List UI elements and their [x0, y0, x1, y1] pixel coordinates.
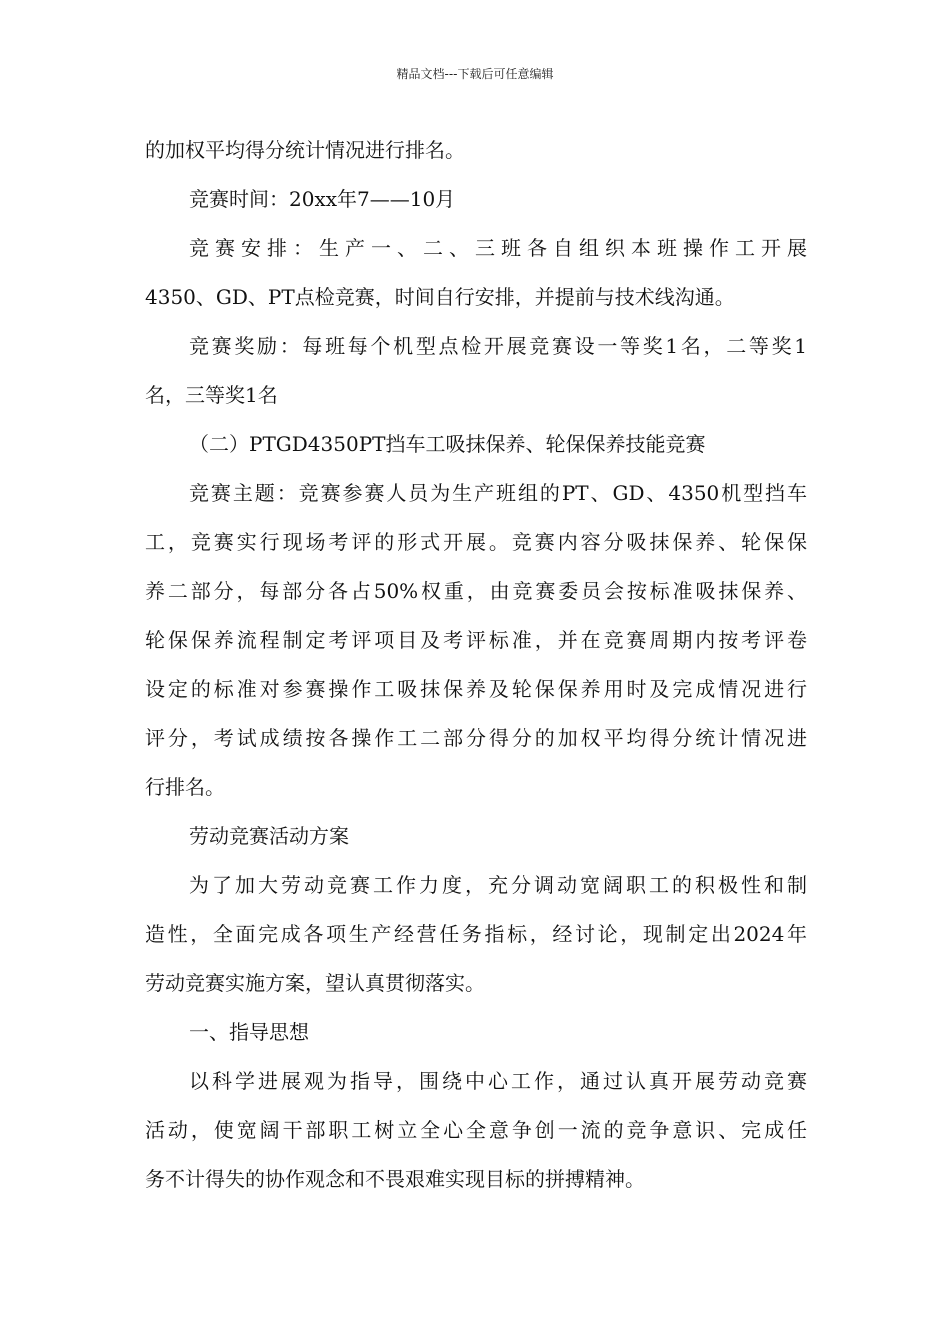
text-line: 务不计得失的协作观念和不畏艰难实现目标的拼搏精神。: [145, 1167, 645, 1191]
text-line: 评分，考试成绩按各操作工二部分得分的加权平均得分统计情况进: [145, 726, 807, 750]
text-line: 竞赛时间：20xx年7——10月: [189, 187, 456, 211]
text-line: 以科学进展观为指导，围绕中心工作，通过认真开展劳动竞赛: [189, 1069, 807, 1093]
section-heading: 一、指导思想: [189, 1020, 309, 1044]
text-line: 4350、GD、PT点检竞赛，时间自行安排，并提前与技术线沟通。: [145, 285, 735, 309]
text-line: 竞赛安排：生产一、二、三班各自组织本班操作工开展: [189, 236, 807, 260]
text-line: 为了加大劳动竞赛工作力度，充分调动宽阔职工的积极性和制: [189, 873, 807, 897]
text-line: 竞赛奖励：每班每个机型点检开展竞赛设一等奖1名，二等奖1: [189, 334, 807, 358]
text-line: 活动，使宽阔干部职工树立全心全意争创一流的竞争意识、完成任: [145, 1118, 807, 1142]
text-line: 行排名。: [145, 775, 225, 799]
section-heading: （二）PTGD4350PT挡车工吸抹保养、轮保保养技能竞赛: [189, 432, 706, 456]
text-line: 的加权平均得分统计情况进行排名。: [145, 138, 465, 162]
text-line: 竞赛主题：竞赛参赛人员为生产班组的PT、GD、4350机型挡车: [189, 481, 807, 505]
document-body: [145, 130, 807, 1208]
text-line: 工，竞赛实行现场考评的形式开展。竞赛内容分吸抹保养、轮保保: [145, 530, 807, 554]
section-title: 劳动竞赛活动方案: [189, 824, 349, 848]
text-line: 名，三等奖1名: [145, 383, 278, 407]
text-line: 劳动竞赛实施方案，望认真贯彻落实。: [145, 971, 485, 995]
text-line: 轮保保养流程制定考评项目及考评标准，并在竞赛周期内按考评卷: [145, 628, 807, 652]
page-header: 精品文档---下载后可任意编辑: [396, 67, 554, 81]
text-line: 设定的标准对参赛操作工吸抹保养及轮保保养用时及完成情况进行: [145, 677, 807, 701]
text-line: 养二部分，每部分各占50%权重，由竞赛委员会按标准吸抹保养、: [145, 579, 807, 603]
text-line: 造性，全面完成各项生产经营任务指标，经讨论，现制定出2024年: [145, 922, 807, 946]
